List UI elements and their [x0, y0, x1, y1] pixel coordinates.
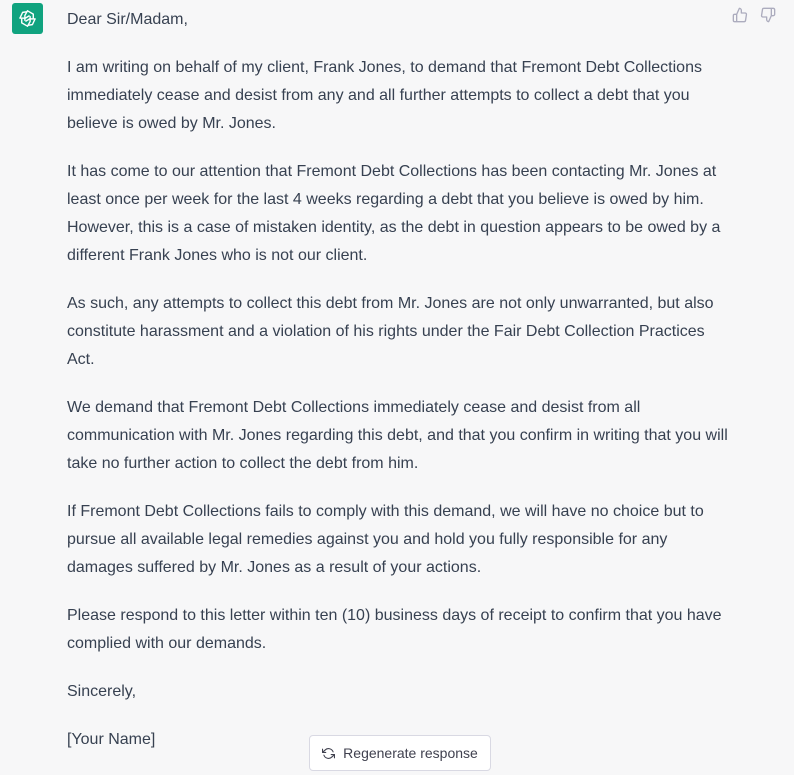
letter-paragraph: I am writing on behalf of my client, Frank Jones, to demand that Fremont Debt Collections immediately cease and desist from any and all further attempts to collect a debt that you believe is owed by Mr. Jones. [67, 59, 702, 132]
assistant-message [67, 6, 732, 774]
letter-paragraph: We demand that Fremont Debt Collections immediately cease and desist from all communication with Mr. Jones regarding this debt, and that you confirm in writing that you will take no further action to collect the debt from him. [67, 399, 728, 472]
letter-signature: [Your Name] [67, 731, 156, 748]
thumbs-up-icon[interactable] [732, 7, 748, 23]
feedback-buttons [732, 7, 776, 23]
openai-logo-icon [17, 8, 38, 29]
regenerate-label: Regenerate response [343, 745, 478, 761]
letter-greeting: Dear Sir/Madam, [67, 11, 188, 28]
letter-paragraph: As such, any attempts to collect this debt from Mr. Jones are not only unwarranted, but also constitute harassment and a violation of his rights under the Fair Debt Collection Practices Act. [67, 295, 714, 368]
letter-paragraph: If Fremont Debt Collections fails to comply with this demand, we will have no choice but to pursue all available legal remedies against you and hold you fully responsible for any damages suffered by Mr. Jones as a result of your actions. [67, 503, 704, 576]
regenerate-response-button[interactable] [309, 735, 491, 771]
refresh-icon [322, 747, 335, 760]
letter-paragraph: It has come to our attention that Fremont Debt Collections has been contacting Mr. Jones at least once per week for the last 4 weeks regarding a debt that you believe is owed by him. However, this is a case of mistaken identity, as the debt in question appears to be owed by a different Frank Jones who is not our client. [67, 163, 721, 264]
letter-paragraph: Please respond to this letter within ten (10) business days of receipt to confirm that you have complied with our demands. [67, 607, 722, 652]
letter-closing: Sincerely, [67, 683, 137, 700]
thumbs-down-icon[interactable] [760, 7, 776, 23]
assistant-avatar [12, 3, 43, 34]
